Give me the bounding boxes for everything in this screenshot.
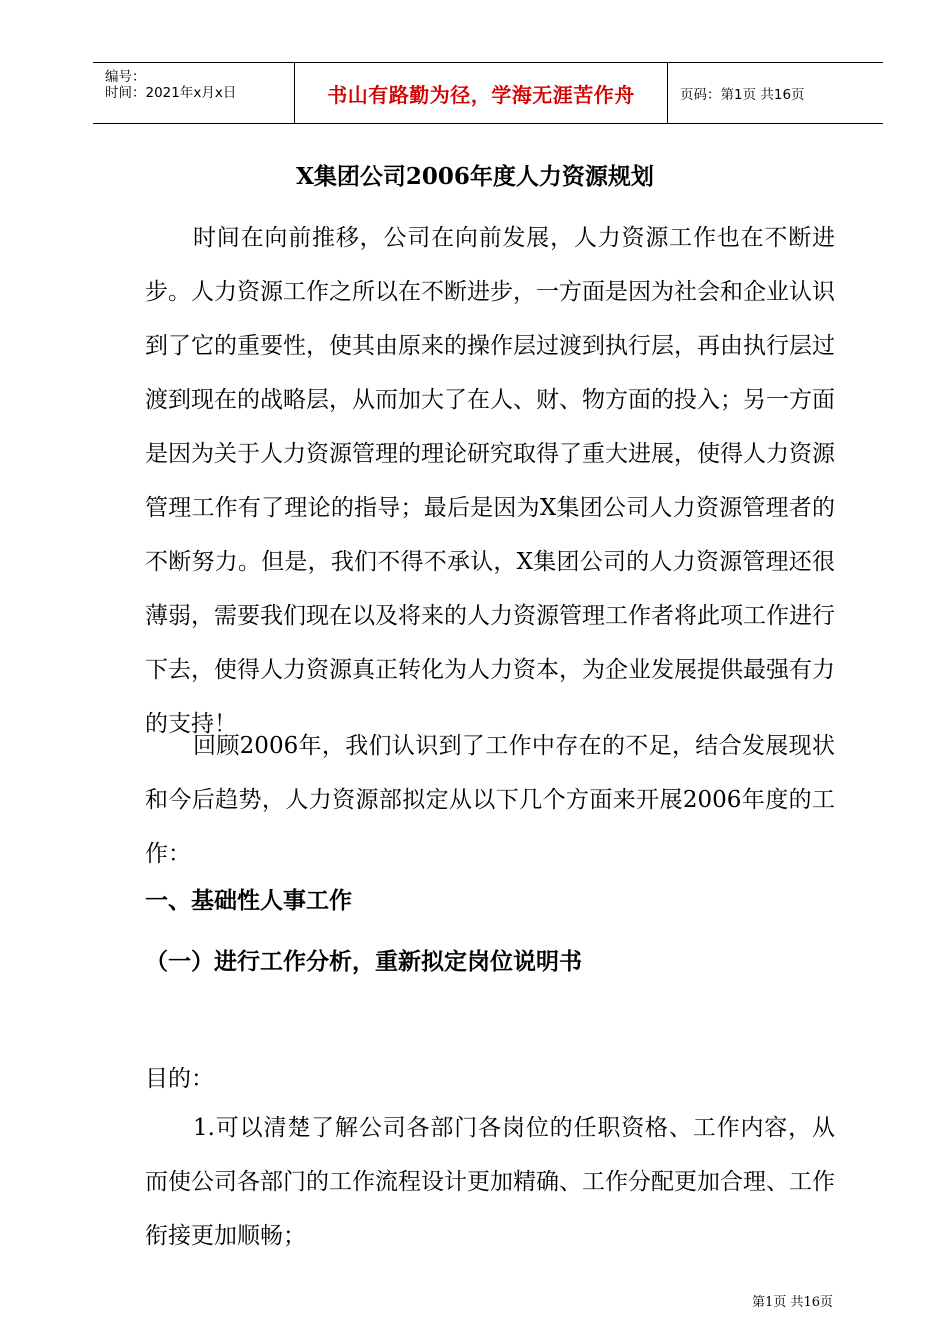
subsection-heading: （一）进行工作分析，重新拟定岗位说明书 [145,949,582,975]
header-page-label: 页码：第1页 共16页 [680,87,805,103]
header-motto-cell [295,63,668,123]
page-header [93,62,883,124]
header-meta-cell [93,63,295,123]
purpose-item-1: 1.可以清楚了解公司各部门各岗位的任职资格、工作内容，从而使公司各部门的工作流程设计更加精确、工作分配更加合理、工作衔接更加顺畅； [145,1115,835,1249]
motto-text: 书山有路勤为径，学海无涯苦作舟 [327,82,635,107]
time-label: 时间：2021年x月x日 [105,85,237,101]
intro-paragraph: 时间在向前推移，公司在向前发展，人力资源工作也在不断进步。人力资源工作之所以在不断进步，一方面是因为社会和企业认识到了它的重要性，使其由原来的操作层过渡到执行层，再由执行层过渡到现在的战略层，从而加大了在人、财、物方面的投入；另一方面是因为关于人力资源管理的理论研究取得了重大进展，使得人力资源管理工作有了理论的指导；最后是因为X集团公司人力资源管理者的不断努力。但是，我们不得不承认，X集团公司的人力资源管理还很薄弱，需要我们现在以及将来的人力资源管理工作者将此项工作进行下去，使得人力资源真正转化为人力资本，为企业发展提供最强有力的支持！ [145,225,835,737]
purpose-label: 目的： [145,1066,214,1092]
header-page-cell [668,63,883,123]
review-paragraph: 回顾2006年，我们认识到了工作中存在的不足，结合发展现状和今后趋势，人力资源部拟定从以下几个方面来开展2006年度的工作： [145,733,835,867]
document-title: X集团公司2006年度人力资源规划 [296,163,654,190]
section-heading: 一、基础性人事工作 [145,888,352,914]
number-label: 编号： [105,69,146,85]
page-footer: 第1页 共16页 [752,1295,833,1310]
